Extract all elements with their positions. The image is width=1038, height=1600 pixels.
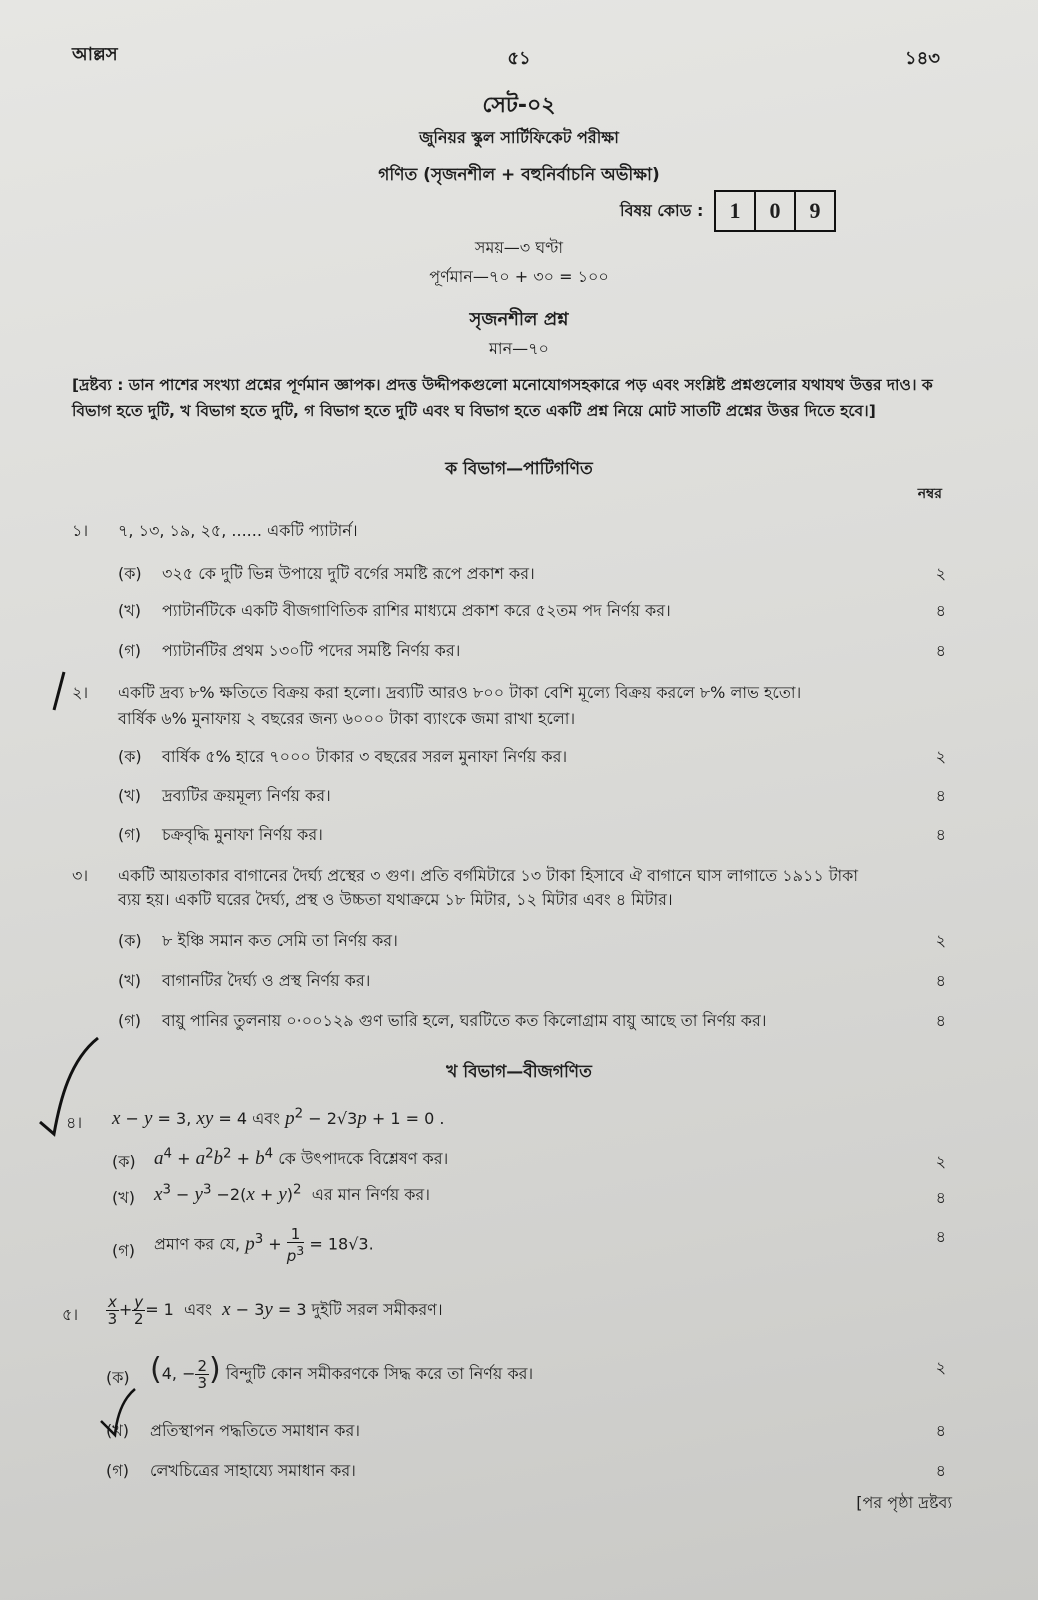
marks: ৪ xyxy=(935,1421,946,1440)
q5-part-b-label: (খ) xyxy=(106,1421,129,1440)
section-title: সৃজনশীল প্রশ্ন xyxy=(469,309,569,330)
pen-check-mark xyxy=(30,1030,110,1150)
q4-part-a-label: (ক) xyxy=(112,1152,136,1171)
next-page-note: [পর পৃষ্ঠা দ্রষ্টব্য xyxy=(856,1493,952,1512)
header-right: ১৪৩ xyxy=(904,48,940,69)
exam-time: সময়—৩ ঘণ্টা xyxy=(474,238,564,257)
q2-part-c-label: (গ) xyxy=(118,825,141,844)
q2-stem-line2: বার্ষিক ৬% মুনাফায় ২ বছরের জন্য ৬০০০ টাকা ব্যাংকে জমা রাখা হলো। xyxy=(118,709,576,728)
q3-part-a-label: (ক) xyxy=(118,931,142,950)
q5-part-b: প্রতিস্থাপন পদ্ধতিতে সমাধান কর। xyxy=(150,1421,361,1440)
q4-part-b-label: (খ) xyxy=(112,1188,135,1207)
marks: ৪ xyxy=(935,971,946,990)
q4-part-b: $x^3 - y^3 -2(x + y)^2$ এর মান নির্ণয় কর। xyxy=(154,1182,430,1205)
q5-part-c: লেখচিত্রের সাহায্যে সমাধান কর। xyxy=(150,1461,356,1480)
marks: ৪ xyxy=(935,1227,946,1246)
marks: ৪ xyxy=(935,601,946,620)
q1-part-a: ৩২৫ কে দুটি ভিন্ন উপায়ে দুটি বর্গের সমষ্টি রূপে প্রকাশ কর। xyxy=(162,564,535,583)
q2-part-a: বার্ষিক ৫% হারে ৭০০০ টাকার ৩ বছরের সরল মুনাফা নির্ণয় কর। xyxy=(162,747,568,766)
marks: ৪ xyxy=(935,825,946,844)
q3-part-c: বায়ু পানির তুলনায় ০·০০১২৯ গুণ ভারি হলে, ঘরটিতে কত কিলোগ্রাম বায়ু আছে তা নির্ণয় কর। xyxy=(162,1011,767,1030)
q4-number: ৪। xyxy=(66,1113,83,1132)
code-digit: 0 xyxy=(756,192,796,230)
section-marks: মান—৭০ xyxy=(489,339,549,358)
pen-tick-mark xyxy=(30,660,90,720)
q4-part-a: $a^4 + a^2b^2 + b^4$ কে উৎপাদকে বিশ্লেষণ কর। xyxy=(154,1146,449,1169)
q1-part-a-label: (ক) xyxy=(118,564,142,583)
division-a-heading: ক বিভাগ—পাটিগণিত xyxy=(445,459,593,479)
subject-code-box xyxy=(714,190,836,232)
marks: ২ xyxy=(935,747,946,766)
q2-part-c: চক্রবৃদ্ধি মুনাফা নির্ণয় কর। xyxy=(162,825,323,844)
q4-and: এবং xyxy=(252,1109,281,1128)
marks: ৪ xyxy=(935,786,946,805)
q4-part-c-text: প্রমাণ কর যে, xyxy=(154,1234,241,1254)
q2-number: ২। xyxy=(72,683,89,702)
marks: ৪ xyxy=(935,1188,946,1207)
subject-title: গণিত (সৃজনশীল + বহুনির্বাচনি অভীক্ষা) xyxy=(378,165,660,185)
exam-title: জুনিয়র স্কুল সার্টিফিকেট পরীক্ষা xyxy=(419,128,619,147)
q4-part-c-label: (গ) xyxy=(112,1241,135,1260)
header-left: আল্লস xyxy=(72,44,118,65)
q3-stem-line1: একটি আয়তাকার বাগানের দৈর্ঘ্য প্রস্থের ৩ গুণ। প্রতি বর্গমিটারে ১৩ টাকা হিসাবে ঐ বাগানে ঘাস লাগাতে ১৯১১ টাকা xyxy=(118,866,859,885)
marks: ৪ xyxy=(935,1011,946,1030)
marks-column-header: নম্বর xyxy=(917,486,942,502)
q5-part-a: (4, − $\frac{2}{3}$ ) বিন্দুটি কোন সমীকরণকে সিদ্ধ করে তা নির্ণয় কর। xyxy=(150,1352,534,1392)
q4-part-c: প্রমাণ কর যে, $p^3$ + $\frac{1}{p^3}$ = 18√3. xyxy=(154,1225,374,1265)
q1-part-b-label: (খ) xyxy=(118,601,141,620)
q2-part-b-label: (খ) xyxy=(118,786,141,805)
q5-stem-tail: দুইটি সরল সমীকরণ। xyxy=(311,1300,443,1319)
q5-and: এবং xyxy=(184,1300,212,1319)
q3-part-a: ৮ ইঞ্চি সমান কত সেমি তা নির্ণয় কর। xyxy=(162,931,398,950)
marks: ২ xyxy=(935,931,946,950)
q1-stem: ৭, ১৩, ১৯, ২৫, ...... একটি প্যাটার্ন। xyxy=(118,521,358,540)
q4-part-a-text: কে উৎপাদকে বিশ্লেষণ কর। xyxy=(278,1149,449,1168)
q5-part-a-text: বিন্দুটি কোন সমীকরণকে সিদ্ধ করে তা নির্ণয় কর। xyxy=(225,1364,534,1383)
code-digit: 1 xyxy=(716,192,756,230)
q1-part-c: প্যাটার্নটির প্রথম ১৩০টি পদের সমষ্টি নির্ণয় কর। xyxy=(162,641,461,660)
marks: ২ xyxy=(935,1152,946,1171)
marks: ৪ xyxy=(935,641,946,660)
set-title: সেট-০২ xyxy=(482,93,556,118)
subject-code-label: বিষয় কোড : xyxy=(620,201,704,220)
q5-stem: $\frac{x}{3}$ + $\frac{y}{2}$ = 1 এবং x − 3y = 3 দুইটি সরল সমীকরণ। xyxy=(107,1293,443,1328)
q3-number: ৩। xyxy=(72,866,89,885)
q3-part-b-label: (খ) xyxy=(118,971,141,990)
q3-stem-line2: ব্যয় হয়। একটি ঘরের দৈর্ঘ্য, প্রস্থ ও উচ্চতা যথাক্রমে ১৮ মিটার, ১২ মিটার এবং ৪ মিটার। xyxy=(118,890,673,909)
q1-part-b: প্যাটার্নটিকে একটি বীজগাণিতিক রাশির মাধ্যমে প্রকাশ করে ৫২তম পদ নির্ণয় কর। xyxy=(162,601,671,620)
q2-stem-line1: একটি দ্রব্য ৮% ক্ষতিতে বিক্রয় করা হলো। দ্রব্যটি আরও ৮০০ টাকা বেশি মূল্যে বিক্রয় করলে ৮% লাভ হতো। xyxy=(118,683,802,702)
q4-stem: x − y = 3, xy = 4 এবং $p^2 - 2√3p + 1 = 0$ . xyxy=(112,1106,445,1129)
marks: ২ xyxy=(935,1358,946,1377)
division-b-heading: খ বিভাগ—বীজগণিত xyxy=(446,1062,592,1082)
pen-scribble-mark xyxy=(95,1385,145,1445)
q2-part-a-label: (ক) xyxy=(118,747,142,766)
full-marks: পূর্ণমান—৭০ + ৩০ = ১০০ xyxy=(429,267,609,286)
q5-part-c-label: (গ) xyxy=(106,1461,129,1480)
q5-number: ৫। xyxy=(62,1305,79,1324)
code-digit: 9 xyxy=(809,198,821,223)
q4-part-b-text: এর মান নির্ণয় কর। xyxy=(311,1185,430,1204)
q3-part-c-label: (গ) xyxy=(118,1011,141,1030)
page-number: ৫১ xyxy=(507,48,531,69)
q1-part-c-label: (গ) xyxy=(118,641,141,660)
q1-number: ১। xyxy=(72,521,89,540)
instructions-note: [দ্রষ্টব্য : ডান পাশের সংখ্যা প্রশ্নের পূর্ণমান জ্ঞাপক। প্রদত্ত উদ্দীপকগুলো মনোযোগসহকারে পড় এবং সংশ্লিষ্ট প্রশ্নগুলোর যথাযথ উত্তর দাও। ক বিভাগ হতে দুটি, খ বিভাগ হতে দুটি, গ বিভাগ হতে দুটি এবং ঘ বিভাগ হতে একটি প্রশ্ন নিয়ে মোট সাতটি প্রশ্নের উত্তর দিতে হবে।] xyxy=(72,376,933,420)
marks: ২ xyxy=(935,564,946,583)
q5-part-a-label: (ক) xyxy=(106,1368,130,1387)
q2-part-b: দ্রব্যটির ক্রয়মূল্য নির্ণয় কর। xyxy=(162,786,331,805)
marks: ৪ xyxy=(935,1461,946,1480)
q3-part-b: বাগানটির দৈর্ঘ্য ও প্রস্থ নির্ণয় কর। xyxy=(162,971,371,990)
